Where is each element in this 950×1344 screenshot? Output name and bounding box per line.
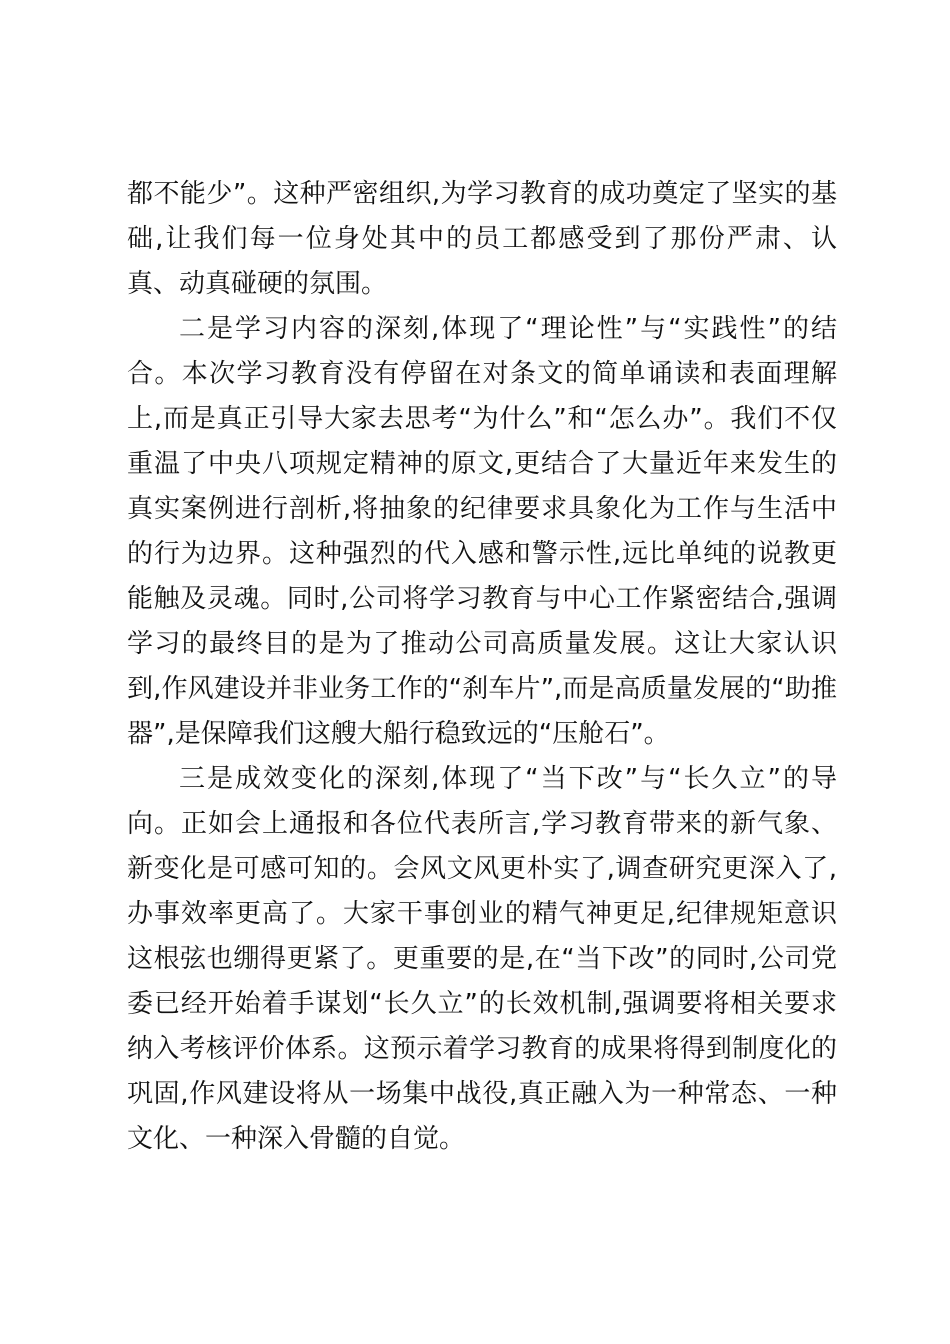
paragraph-results-changes: 三是成效变化的深刻,体现了“当下改”与“长久立”的导向。正如会上通报和各位代表所言,学习教育带来的新气象、新变化是可感可知的。会风文风更朴实了,调查研究更深入了,办事效率更高了。大家干事创业的精气神更足,纪律规矩意识这根弦也绷得更紧了。更重要的是,在“当下改”的同时,公司党委已经开始着手谋划“长久立”的长效机制,强调要将相关要求纳入考核评价体系。这预示着学习教育的成果将得到制度化的巩固,作风建设将从一场集中战役,真正融入为一种常态、一种文化、一种深入骨髓的自觉。 [127, 764, 837, 1154]
paragraph-continuation: 都不能少”。这种严密组织,为学习教育的成功奠定了坚实的基础,让我们每一位身处其中的员工都感受到了那份严肃、认真、动真碰硬的氛围。 [127, 179, 837, 299]
paragraph-learning-content: 二是学习内容的深刻,体现了“理论性”与“实践性”的结合。本次学习教育没有停留在对条文的简单诵读和表面理解上,而是真正引导大家去思考“为什么”和“怎么办”。我们不仅重温了中央八项规定精神的原文,更结合了大量近年来发生的真实案例进行剖析,将抽象的纪律要求具象化为工作与生活中的行为边界。这种强烈的代入感和警示性,远比单纯的说教更能触及灵魂。同时,公司将学习教育与中心工作紧密结合,强调学习的最终目的是为了推动公司高质量发展。这让大家认识到,作风建设并非业务工作的“刹车片”,而是高质量发展的“助推器”,是保障我们这艘大船行稳致远的“压舱石”。 [127, 314, 837, 749]
document-body [127, 172, 837, 1162]
